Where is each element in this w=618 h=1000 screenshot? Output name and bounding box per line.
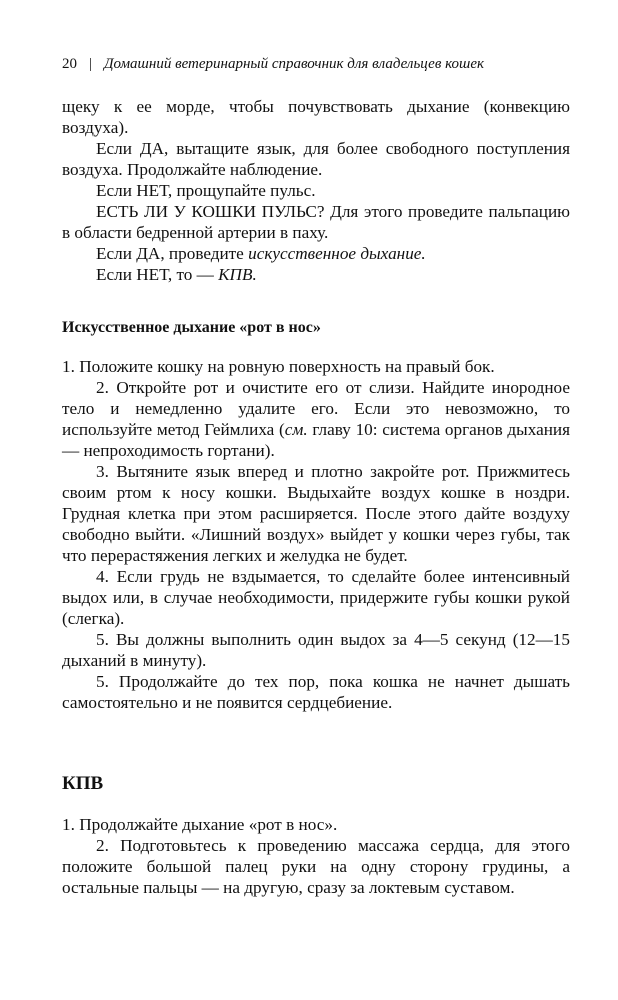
section-body xyxy=(62,356,570,713)
book-title: Домашний ветеринарный справочник для владельцев кошек xyxy=(104,56,485,72)
paragraph: 5. Вы должны выполнить один выдох за 4—5 секунд (12—15 дыханий в минуту). xyxy=(62,630,570,670)
section-heading: КПВ xyxy=(62,773,104,794)
paragraph xyxy=(62,243,570,264)
paragraph: Если ДА, вытащите язык, для более свободного поступления воздуха. Продолжайте наблюдение. xyxy=(62,139,570,179)
running-header xyxy=(62,54,582,74)
header-separator: | xyxy=(89,56,93,72)
paragraph: 1. Положите кошку на ровную поверхность на правый бок. xyxy=(62,357,495,376)
paragraph: 3. Вытяните язык вперед и плотно закройте рот. Прижмитесь своим ртом к носу кошки. Выдыхайте воздух кошке в ноздри. Грудная клетка при этом расширяется. После этого дайте воздуху свободно выйти. «Лишний воздух» выйдет у кошки через губы, так что перерастяжения легких и желудка не будет. xyxy=(62,462,570,565)
intro-block xyxy=(62,96,570,285)
emphasis: КПВ. xyxy=(218,265,257,284)
paragraph: 2. Подготовьтесь к проведению массажа сердца, для этого положите большой палец руки на одну сторону грудины, а остальные пальцы — на другую, сразу за локтевым суставом. xyxy=(62,836,570,897)
paragraph xyxy=(62,377,570,461)
paragraph: Если НЕТ, прощупайте пульс. xyxy=(96,181,316,200)
page-number: 20 xyxy=(62,56,77,72)
text-run: 2. Откройте рот и очистите его от слизи. Найдите инородное тело и немедленно удалите его. Если это невозможно, то используйте метод Геймлиха ( xyxy=(62,378,570,439)
paragraph xyxy=(62,264,570,285)
paragraph: 4. Если грудь не вздымается, то сделайте более интенсивный выдох или, в случае необходимости, придержите губы кошки рукой (слегка). xyxy=(62,567,570,628)
text-run: главу 10: система органов дыхания — непроходимость гортани). xyxy=(62,420,571,460)
paragraph: щеку к ее морде, чтобы почувствовать дыхание (конвекцию воздуха). xyxy=(62,97,570,137)
text-run: Если ДА, проведите xyxy=(96,244,249,263)
section-heading: Искусственное дыхание «рот в нос» xyxy=(62,319,321,336)
section-body xyxy=(62,814,570,898)
emphasis: см. xyxy=(284,420,308,439)
text-run: Если НЕТ, то — xyxy=(96,265,219,284)
paragraph: ЕСТЬ ЛИ У КОШКИ ПУЛЬС? Для этого проведите пальпацию в области бедренной артерии в паху. xyxy=(62,202,570,242)
emphasis: искусственное дыхание. xyxy=(248,244,426,263)
paragraph: 1. Продолжайте дыхание «рот в нос». xyxy=(62,815,338,834)
paragraph: 5. Продолжайте до тех пор, пока кошка не начнет дышать самостоятельно и не появится сердцебиение. xyxy=(62,672,570,712)
